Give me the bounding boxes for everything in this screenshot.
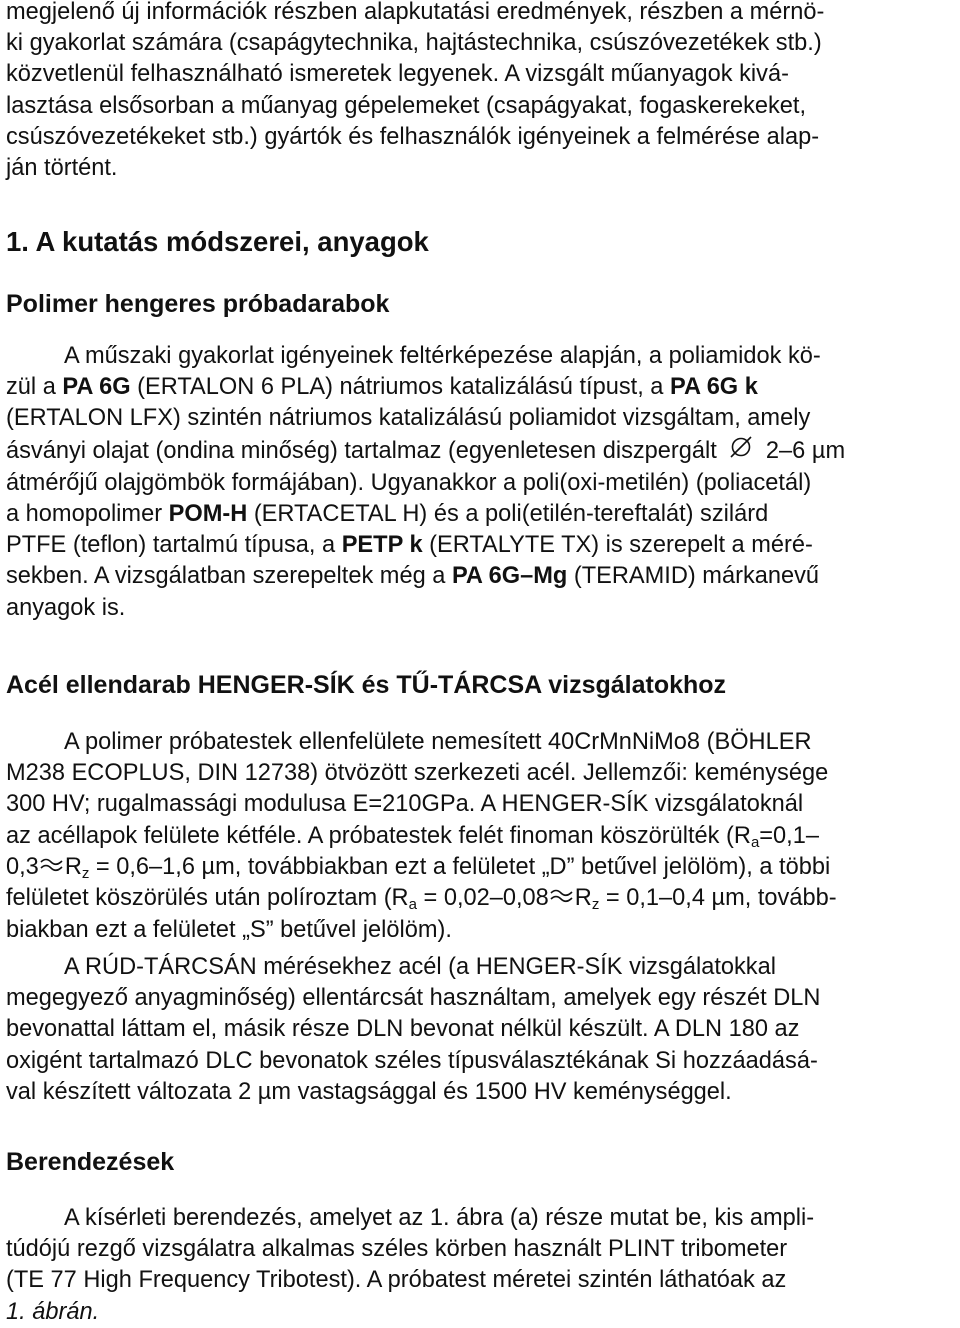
subsection-heading-polimer: Polimer hengeres próbadarabok <box>6 290 390 318</box>
paragraph-line: sekben. A vizsgálatban szerepeltek még a PA 6G–Mg (TERAMID) márkanevű <box>6 563 820 590</box>
paragraph-line: 0,3 $R_z = 0,6-1,6$ µm, továbbiakban ezt a felületet „D” betűvel jelölöm), a többi <box>6 853 831 882</box>
intro-line: lasztása elsősorban a műanyag gépelemeket (csapágyakat, fogaskerekeket, <box>6 92 807 119</box>
paragraph-line: túdójú rezgő vizsgálatra alkalmas széles körben használt PLINT tribometer <box>6 1236 788 1263</box>
material-petpk: PETP k <box>341 532 423 559</box>
paragraph-line: zül a PA 6G (ERTALON 6 PLA) nátriumos katalizálású típust, a PA 6G k <box>6 374 758 401</box>
paragraph-line: anyagok is. <box>6 594 126 621</box>
paragraph-line: A polimer próbatestek ellenfelülete nemesített 40CrMnNiMo8 (BÖHLER <box>64 729 812 755</box>
approx-icon <box>549 883 575 914</box>
paragraph-line: A RÚD-TÁRCSÁN mérésekhez acél (a HENGER-SÍK vizsgálatokkal <box>64 954 776 980</box>
material-pa6g: PA 6G <box>62 374 131 401</box>
approx-icon <box>39 852 65 883</box>
paragraph-line: megegyező anyagminőség) ellentárcsát használtam, amelyek egy részét DLN <box>6 985 821 1012</box>
intro-paragraph <box>6 0 952 184</box>
paragraph-line: bevonattal láttam el, másik része DLN bevonat nélkül készült. A DLN 180 az <box>6 1016 800 1043</box>
diameter-icon <box>723 435 759 468</box>
paragraph-line: (ERTALON LFX) szintén nátriumos katalizálású poliamidot vizsgáltam, amely <box>6 405 811 432</box>
paragraph-line: 300 HV; rugalmassági modulusa E=210GPa. A HENGER-SÍK vizsgálatoknál <box>6 791 804 818</box>
berendezesek-paragraph <box>6 1203 952 1328</box>
paragraph-line: az acéllapok felülete kétféle. A próbatestek felét finoman köszörülték ($R_a=0,1-$ <box>6 822 819 851</box>
paragraph-line: a homopolimer POM-H (ERTACETAL H) és a poli(etilén-tereftalát) szilárd <box>6 501 769 528</box>
section-title: 1. A kutatás módszerei, anyagok <box>6 226 429 257</box>
paragraph-line: A kísérleti berendezés, amelyet az 1. ábra (a) része mutat be, kis ampli- <box>64 1205 815 1231</box>
intro-line: megjelenő új információk részben alapkutatási eredmények, részben a mérnö- <box>6 0 825 25</box>
intro-line: közvetlenül felhasználható ismeretek legyenek. A vizsgált műanyagok kivá- <box>6 61 789 88</box>
subsection-heading-acel: Acél ellendarab HENGER-SÍK és TŰ-TÁRCSA vizsgálatokhoz <box>6 671 727 699</box>
paragraph-line: M238 ECOPLUS, DIN 12738) ötvözött szerkezeti acél. Jellemzői: keménysége <box>6 760 829 787</box>
material-pa6gk: PA 6G k <box>669 374 758 401</box>
acel-paragraph-1 <box>6 727 952 946</box>
acel-paragraph-2 <box>6 952 952 1108</box>
paragraph-line: átmérőjű olajgömbök formájában). Ugyanakkor a poli(oxi-metilén) (poliacetál) <box>6 469 812 496</box>
paragraph-line: val készített változata 2 µm vastagsággal és 1500 HV keménységgel. <box>6 1078 732 1105</box>
paragraph-line: A műszaki gyakorlat igényeinek feltérképezése alapján, a poliamidok kö- <box>64 343 821 369</box>
paragraph-line: biakban ezt a felületet „S” betűvel jelölöm). <box>6 916 452 943</box>
intro-line: csúszóvezetékeket stb.) gyártók és felhasználók igényeinek a felmérése alap- <box>6 123 820 150</box>
paragraph-line: oxigént tartalmazó DLC bevonatok széles típusválasztékának Si hozzáadásá- <box>6 1047 818 1074</box>
material-pomh: POM-H <box>168 501 248 528</box>
intro-line: ján történt. <box>6 155 118 182</box>
polimer-paragraph <box>6 341 952 624</box>
material-pa6gmg: PA 6G–Mg <box>451 563 568 590</box>
subsection-heading-berendezesek: Berendezések <box>6 1148 175 1176</box>
intro-line: ki gyakorlat számára (csapágytechnika, hajtástechnika, csúszóvezetékek stb.) <box>6 30 822 57</box>
paragraph-line: 1. ábrán. <box>6 1298 100 1325</box>
paragraph-line: PTFE (teflon) tartalmú típusa, a PETP k (ERTALYTE TX) is szerepelt a méré- <box>6 532 813 559</box>
paragraph-line: ásványi olajat (ondina minőség) tartalmaz (egyenletesen diszpergált 2–6 µm <box>6 435 952 468</box>
paragraph-line: (TE 77 High Frequency Tribotest). A próbatest méretei szintén láthatóak az <box>6 1267 787 1294</box>
paragraph-line: felületet köszörülés után políroztam ($R_a = 0,02-0,08$ $R_z = 0,1-0,4$ µm, tovább- <box>6 885 837 914</box>
